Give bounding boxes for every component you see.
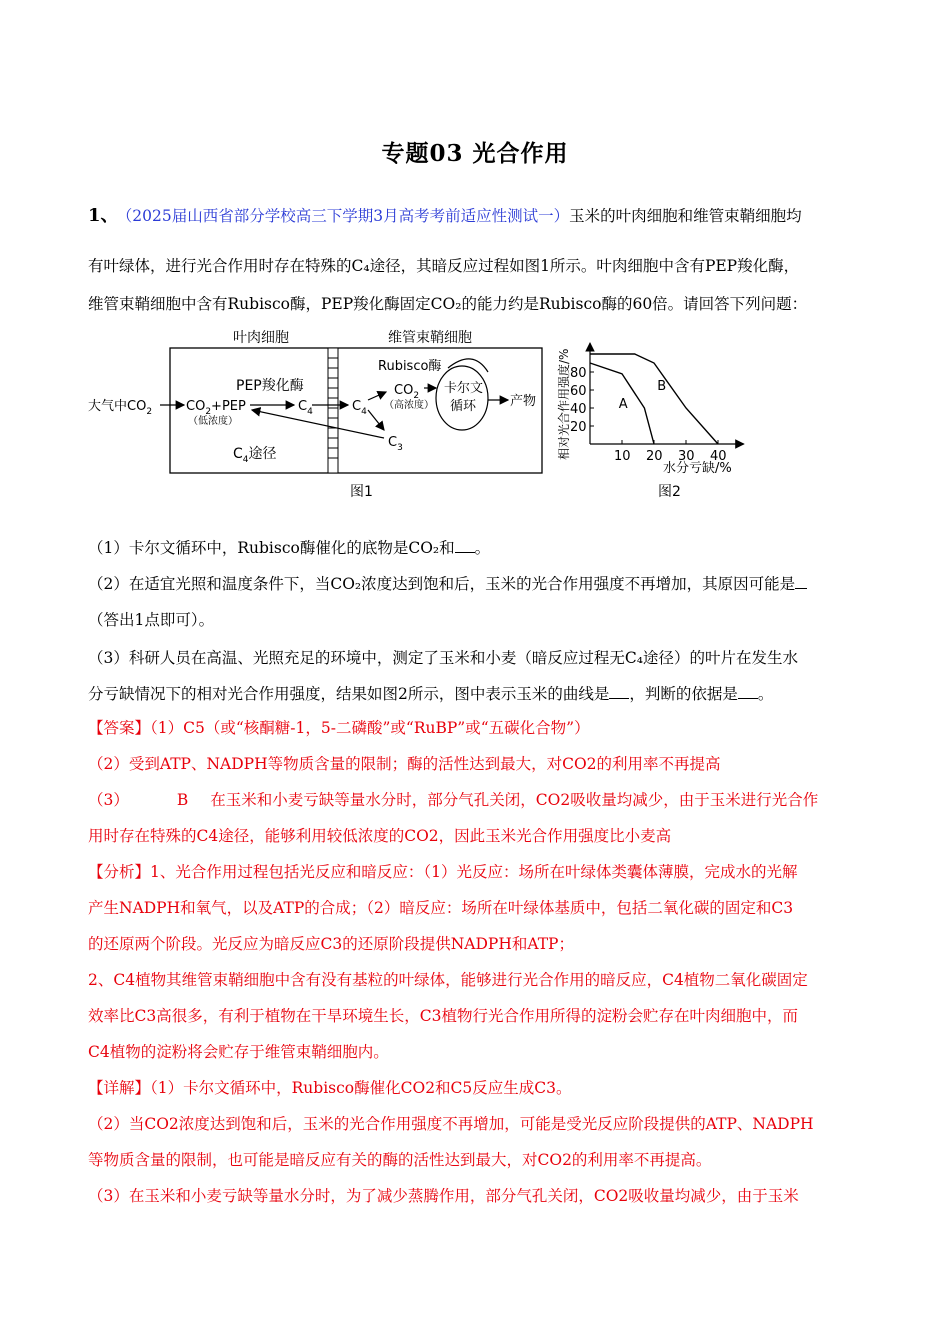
high-concentration-label: （高浓度） (384, 400, 434, 411)
detail-4: （3）在玉米和小麦亏缺等量水分时，为了减少蒸腾作用，部分气孔关闭，CO2吸收量均减少，由于玉米 (88, 1187, 799, 1205)
figure1-caption: 图1 (350, 484, 373, 500)
answer-3: （3） B 在玉米和小麦亏缺等量水分时，部分气孔关闭，CO2吸收量均减少，由于玉米进行光合作 (88, 791, 819, 809)
detail-3: 等物质含量的限制，也可能是暗反应有关的酶的活性达到最大，对CO2的利用率不再提高。 (88, 1151, 712, 1169)
atm-co2-label: 大气中$CO_2$ (88, 399, 153, 417)
chart-axes (570, 343, 744, 464)
detail-2: （2）当CO2浓度达到饱和后，玉米的光合作用强度不再增加，可能是受光反应阶段提供的ATP、NADPH (88, 1115, 814, 1133)
stem-line-2: 有叶绿体，进行光合作用时存在特殊的C₄途径，其暗反应过程如图1所示。叶肉细胞中含有PEP羧化酶， (88, 257, 800, 275)
c4-pathway-label: $C_4$途径 (233, 446, 277, 465)
analysis-3: 的还原两个阶段。光反应为暗反应C3的还原阶段提供NADPH和ATP； (88, 935, 574, 953)
sub-question-2-cont: （答出1点即可）。 (88, 611, 215, 629)
page-title: 专题03 光合作用 (381, 140, 569, 167)
label-bundle-sheath: 维管束鞘细胞 (388, 330, 472, 346)
arrow-c4-to-co2 (368, 392, 386, 400)
series-label-B: B (657, 379, 667, 394)
question-source: （2025届山西省部分学校高三下学期3月高考考前适应性测试一） (124, 207, 570, 225)
x-tick-label: 30 (678, 449, 695, 464)
sub-question-1: （1）卡尔文循环中，Rubisco酶催化的底物是CO₂和 。 (88, 539, 491, 557)
chart-xlabel: 水分亏缺/% (663, 461, 732, 476)
analysis-5: 效率比C3高很多，有利于植物在干旱环境生长，C3植物行光合作用所得的淀粉会贮存在叶肉细胞中，而 (88, 1007, 798, 1025)
c3-label: $C_3$ (388, 435, 403, 453)
chart-ylabel: 相对光合作用强度/% (557, 348, 571, 460)
question-header (88, 206, 868, 226)
answer-blank[interactable] (795, 574, 807, 589)
analysis-6: C4植物的淀粉将会贮存于维管束鞘细胞内。 (88, 1043, 389, 1061)
answer-tag: 【答案】 (88, 719, 151, 737)
sub-question-2: （2）在适宜光照和温度条件下，当CO₂浓度达到饱和后，玉米的光合作用强度不再增加，其原因可能是 (88, 574, 868, 594)
calvin-label-1: 卡尔文 (444, 381, 484, 396)
calvin-cycle-ellipse (436, 366, 488, 430)
sub-question-3: （3）科研人员在高温、光照充足的环境中，测定了玉米和小麦（暗反应过程无C₄途径）的叶片在发生水 (88, 649, 798, 667)
series-label-A: A (618, 397, 628, 412)
arrow-c4-to-c3 (368, 410, 384, 430)
c4-label-mesophyll: $C_4$ (298, 399, 313, 417)
detail-1: 【详解】（1）卡尔文循环中，Rubisco酶催化CO2和C5反应生成C3。 (88, 1079, 572, 1097)
arrow-rubisco-curve (448, 359, 488, 372)
analysis-2: 产生NADPH和氧气，以及ATP的合成；（2）暗反应：场所在叶绿体基质中，包括二氧化碳的固定和C3 (88, 899, 794, 917)
stem-line-3: 维管束鞘细胞中含有Rubisco酶，PEP羧化酶固定CO₂的能力约是Rubisco酶的60倍。请回答下列问题： (88, 295, 808, 313)
figure2-chart (556, 343, 744, 500)
plasmodesmata-ladder (328, 348, 338, 473)
low-concentration-label: （低浓度） (188, 416, 238, 427)
calvin-label-2: 循环 (450, 399, 477, 414)
answer-2: （2）受到ATP、NADPH等物质含量的限制；酶的活性达到最大，对CO2的利用率不再提高 (88, 755, 721, 773)
product-label: 产物 (510, 394, 537, 409)
co2-pep-label: $CO_2+PEP$ (186, 399, 246, 417)
figure-1-and-2 (88, 328, 778, 508)
analysis-4: 2、C4植物其维管束鞘细胞中含有没有基粒的叶绿体，能够进行光合作用的暗反应，C4植物二氧化碳固定 (88, 971, 808, 989)
y-tick-label: 40 (570, 402, 587, 417)
c4-label-bundle: $C_4$ (352, 399, 367, 417)
co2-high-label: $CO_2$ (394, 383, 420, 401)
stem-line-1: 玉米的叶肉细胞和维管束鞘细胞均 (569, 207, 802, 225)
answer-blank[interactable] (738, 684, 758, 699)
answer-blank[interactable] (609, 684, 629, 699)
sub-question-3-cont: 分亏缺情况下的相对光合作用强度，结果如图2所示，图中表示玉米的曲线是 ，判断的依据是 。 (88, 685, 774, 703)
detail-tag: 【详解】 (88, 1079, 151, 1097)
analysis-tag: 【分析】 (88, 863, 151, 881)
chart-series (590, 354, 718, 444)
figure-area (88, 328, 778, 512)
y-tick-label: 20 (570, 420, 587, 435)
question-number: 1、 (88, 205, 119, 226)
x-tick-label: 10 (614, 449, 631, 464)
answer-blank[interactable] (455, 538, 475, 553)
y-tick-label: 60 (570, 384, 587, 399)
y-tick-label: 80 (570, 366, 587, 381)
series-line-B (590, 354, 718, 444)
pep-enzyme-label: PEP羧化酶 (236, 378, 304, 394)
analysis-1: 【分析】1、光合作用过程包括光反应和暗反应：（1）光反应：场所在叶绿体类囊体薄膜，完成水的光解 (88, 863, 798, 881)
x-tick-label: 40 (710, 449, 727, 464)
answer-3-cont: 用时存在特殊的C4途径，能够利用较低浓度的CO2，因此玉米光合作用强度比小麦高 (88, 827, 672, 845)
answer-1: 【答案】（1）C5（或“核酮糖-1，5-二磷酸”或“RuBP”或“五碳化合物”） (88, 719, 590, 737)
rubisco-label: Rubisco酶 (378, 359, 442, 374)
label-mesophyll: 叶肉细胞 (233, 330, 289, 346)
x-tick-label: 20 (646, 449, 663, 464)
figure2-caption: 图2 (658, 484, 681, 500)
